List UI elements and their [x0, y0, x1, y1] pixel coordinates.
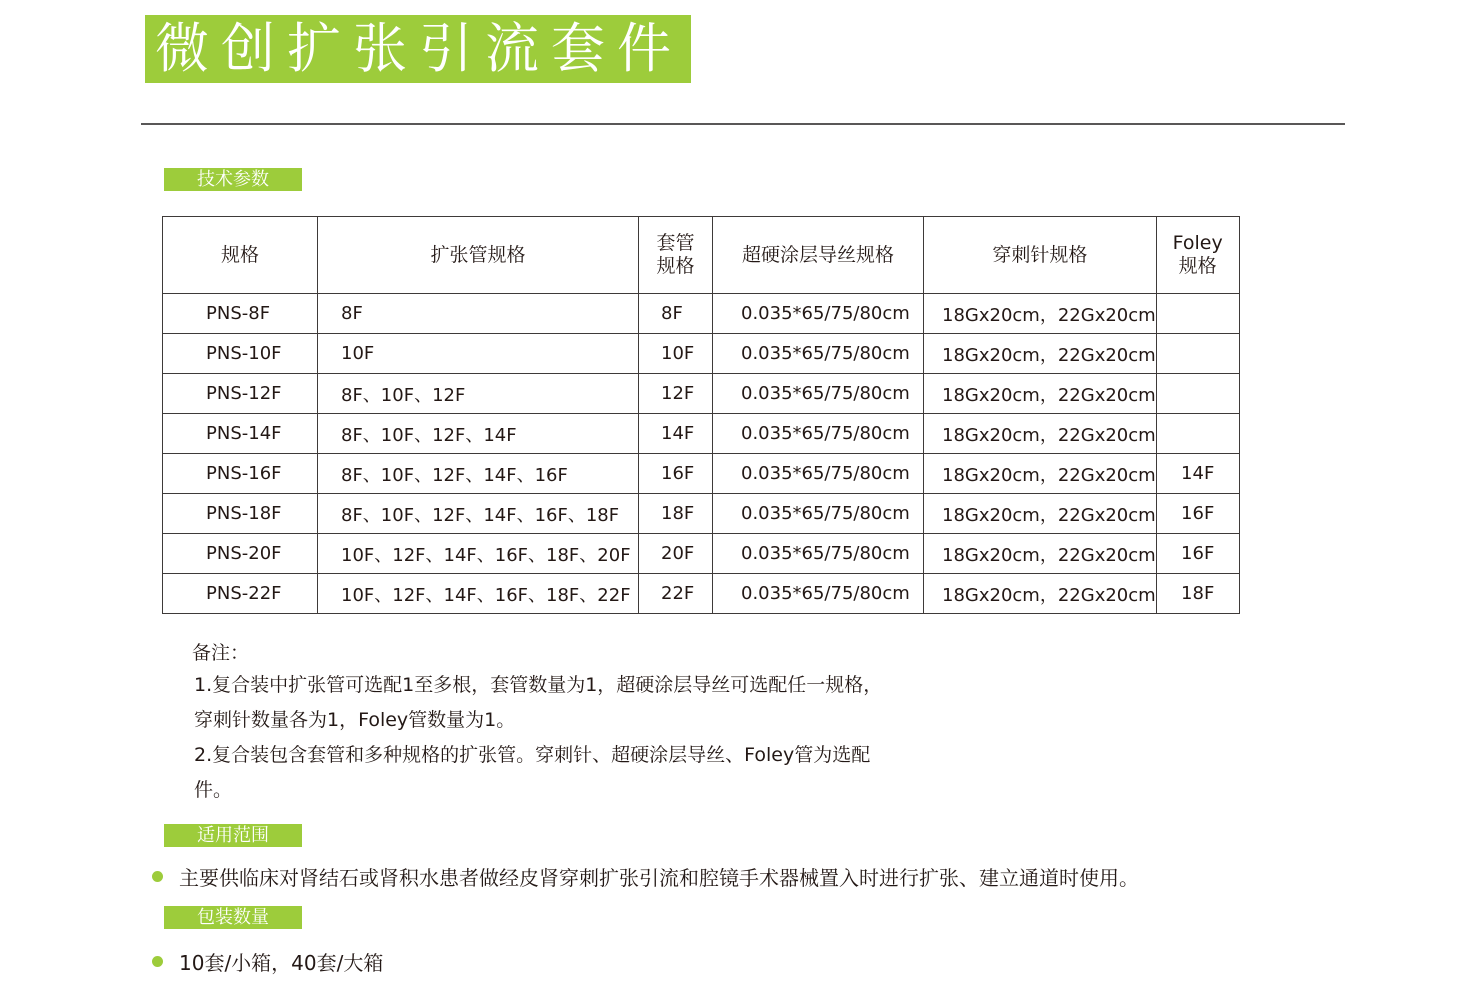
scope-text: 主要供临床对肾结石或肾积水患者做经皮肾穿刺扩张引流和腔镜手术器械置入时进行扩张、建立通道时使用。	[179, 866, 1139, 890]
scope-bullet	[152, 862, 1139, 891]
cell-guidewire: 0.035*65/75/80cm	[713, 294, 924, 334]
cell-model: PNS-14F	[163, 414, 318, 454]
cell-model: PNS-18F	[163, 494, 318, 534]
cell-model: PNS-8F	[163, 294, 318, 334]
cell-dilator: 10F、12F、14F、16F、18F、22F	[318, 574, 639, 614]
cell-dilator: 8F、10F、12F、14F、16F、18F	[318, 494, 639, 534]
cell-sheath: 8F	[639, 294, 713, 334]
cell-foley	[1156, 414, 1239, 454]
cell-sheath: 18F	[639, 494, 713, 534]
cell-foley	[1156, 334, 1239, 374]
notes-title: 备注：	[192, 642, 250, 664]
cell-needle: 18Gx20cm，22Gx20cm	[924, 374, 1157, 414]
cell-model: PNS-22F	[163, 574, 318, 614]
cell-guidewire: 0.035*65/75/80cm	[713, 494, 924, 534]
divider	[141, 123, 1345, 125]
cell-model: PNS-20F	[163, 534, 318, 574]
cell-foley	[1156, 294, 1239, 334]
cell-foley: 16F	[1156, 534, 1239, 574]
title-banner	[145, 15, 691, 83]
cell-dilator: 10F、12F、14F、16F、18F、20F	[318, 534, 639, 574]
cell-dilator: 8F	[318, 294, 639, 334]
header-needle: 穿刺针规格	[924, 217, 1157, 294]
cell-needle: 18Gx20cm，22Gx20cm	[924, 534, 1157, 574]
table-row	[163, 494, 1240, 534]
cell-foley: 14F	[1156, 454, 1239, 494]
cell-guidewire: 0.035*65/75/80cm	[713, 454, 924, 494]
table-row	[163, 454, 1240, 494]
note-line: 穿刺针数量各为1，Foley管数量为1。	[194, 709, 516, 731]
cell-needle: 18Gx20cm，22Gx20cm	[924, 294, 1157, 334]
pack-bullet	[152, 947, 383, 976]
header-sheath: 套管 规格	[639, 217, 713, 294]
table-row	[163, 374, 1240, 414]
header-model: 规格	[163, 217, 318, 294]
table-row	[163, 414, 1240, 454]
note-line: 1.复合装中扩张管可选配1至多根，套管数量为1，超硬涂层导丝可选配任一规格，	[194, 674, 883, 696]
cell-foley: 16F	[1156, 494, 1239, 534]
cell-needle: 18Gx20cm，22Gx20cm	[924, 494, 1157, 534]
section-tag-pack: 包装数量	[164, 906, 302, 929]
header-dilator: 扩张管规格	[318, 217, 639, 294]
header-foley: Foley 规格	[1156, 217, 1239, 294]
cell-model: PNS-10F	[163, 334, 318, 374]
notes-block	[192, 638, 952, 808]
header-guidewire: 超硬涂层导丝规格	[713, 217, 924, 294]
table-row	[163, 294, 1240, 334]
note-line: 2.复合装包含套管和多种规格的扩张管。穿刺针、超硬涂层导丝、Foley管为选配	[194, 744, 871, 766]
cell-guidewire: 0.035*65/75/80cm	[713, 534, 924, 574]
spec-table	[162, 216, 1240, 614]
cell-dilator: 8F、10F、12F、14F、16F	[318, 454, 639, 494]
cell-foley	[1156, 374, 1239, 414]
cell-needle: 18Gx20cm，22Gx20cm	[924, 454, 1157, 494]
bullet-dot-icon	[152, 956, 163, 967]
cell-sheath: 22F	[639, 574, 713, 614]
cell-dilator: 8F、10F、12F、14F	[318, 414, 639, 454]
cell-guidewire: 0.035*65/75/80cm	[713, 374, 924, 414]
page-title: 微创扩张引流套件	[155, 17, 683, 80]
section-tag-tech: 技术参数	[164, 168, 302, 191]
pack-text: 10套/小箱，40套/大箱	[179, 951, 384, 975]
section-tag-scope: 适用范围	[164, 824, 302, 847]
cell-sheath: 10F	[639, 334, 713, 374]
cell-guidewire: 0.035*65/75/80cm	[713, 334, 924, 374]
cell-guidewire: 0.035*65/75/80cm	[713, 574, 924, 614]
cell-needle: 18Gx20cm，22Gx20cm	[924, 574, 1157, 614]
cell-dilator: 8F、10F、12F	[318, 374, 639, 414]
cell-sheath: 20F	[639, 534, 713, 574]
table-row	[163, 334, 1240, 374]
cell-model: PNS-16F	[163, 454, 318, 494]
cell-guidewire: 0.035*65/75/80cm	[713, 414, 924, 454]
cell-sheath: 16F	[639, 454, 713, 494]
cell-needle: 18Gx20cm，22Gx20cm	[924, 414, 1157, 454]
cell-sheath: 14F	[639, 414, 713, 454]
table-row	[163, 574, 1240, 614]
cell-foley: 18F	[1156, 574, 1239, 614]
note-line: 件。	[194, 779, 233, 801]
cell-model: PNS-12F	[163, 374, 318, 414]
table-row	[163, 534, 1240, 574]
cell-dilator: 10F	[318, 334, 639, 374]
table-header-row	[163, 217, 1240, 294]
cell-needle: 18Gx20cm，22Gx20cm	[924, 334, 1157, 374]
bullet-dot-icon	[152, 871, 163, 882]
cell-sheath: 12F	[639, 374, 713, 414]
